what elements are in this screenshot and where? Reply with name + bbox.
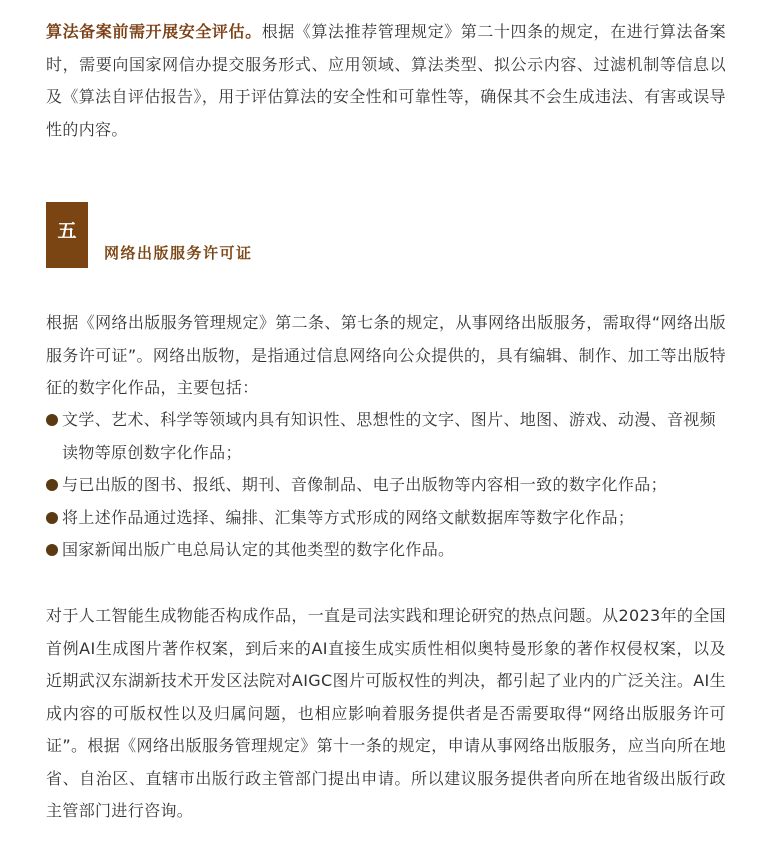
paragraph-ai-copyright: 对于人工智能生成物能否构成作品，一直是司法实践和理论研究的热点问题。从2023年的全国首例AI生成图片著作权案，到后来的AI直接生成实质性相似奥特曼形象的著作权侵权案，以及近期武汉东湖新技术开发区法院对AIGC图片可版权性的判决，都引起了业内的广泛关注。AI生成内容的可版权性以及归属问题，也相应影响着服务提供者是否需要取得“网络出版服务许可证”。根据《网络出版服务管理规定》第十一条的规定，申请从事网络出版服务，应当向所在地省、自治区、直辖市出版行政主管部门提出申请。所以建议服务提供者向所在地省级出版行政主管部门进行咨询。 — [46, 606, 726, 820]
list-item — [46, 502, 726, 535]
list-item — [46, 404, 726, 469]
list-item — [46, 534, 726, 567]
section-title: 网络出版服务许可证 — [104, 244, 253, 262]
bullet-dot-icon — [46, 479, 58, 491]
list-item-text: 文学、艺术、科学等领域内具有知识性、思想性的文字、图片、地图、游戏、动漫、音视频读物等原创数字化作品； — [62, 410, 717, 462]
bullet-dot-icon — [46, 544, 58, 556]
intro-paragraph — [46, 16, 726, 146]
section-number-badge: 五 — [46, 202, 88, 268]
paragraph-license-definition: 根据《网络出版服务管理规定》第二条、第七条的规定，从事网络出版服务，需取得“网络出版服务许可证”。网络出版物，是指通过信息网络向公众提供的，具有编辑、制作、加工等出版特征的数字化作品，主要包括： — [46, 313, 726, 397]
bullet-dot-icon — [46, 414, 58, 426]
bullet-dot-icon — [46, 512, 58, 524]
section-header — [46, 202, 446, 268]
list-item — [46, 469, 726, 502]
intro-text: 根据《算法推荐管理规定》第二十四条的规定，在进行算法备案时，需要向国家网信办提交服务形式、应用领域、算法类型、拟公示内容、过滤机制等信息以及《算法自评估报告》，用于评估算法的安全性和可靠性等，确保其不会生成违法、有害或误导性的内容。 — [46, 22, 726, 139]
list-item-text: 与已出版的图书、报纸、期刊、音像制品、电子出版物等内容相一致的数字化作品； — [62, 475, 667, 494]
list-item-text: 国家新闻出版广电总局认定的其他类型的数字化作品。 — [62, 540, 455, 559]
intro-bold-lead: 算法备案前需开展安全评估。 — [46, 22, 262, 41]
publication-types-list — [46, 404, 726, 567]
list-item-text: 将上述作品通过选择、编排、汇集等方式形成的网络文献数据库等数字化作品； — [62, 507, 635, 527]
